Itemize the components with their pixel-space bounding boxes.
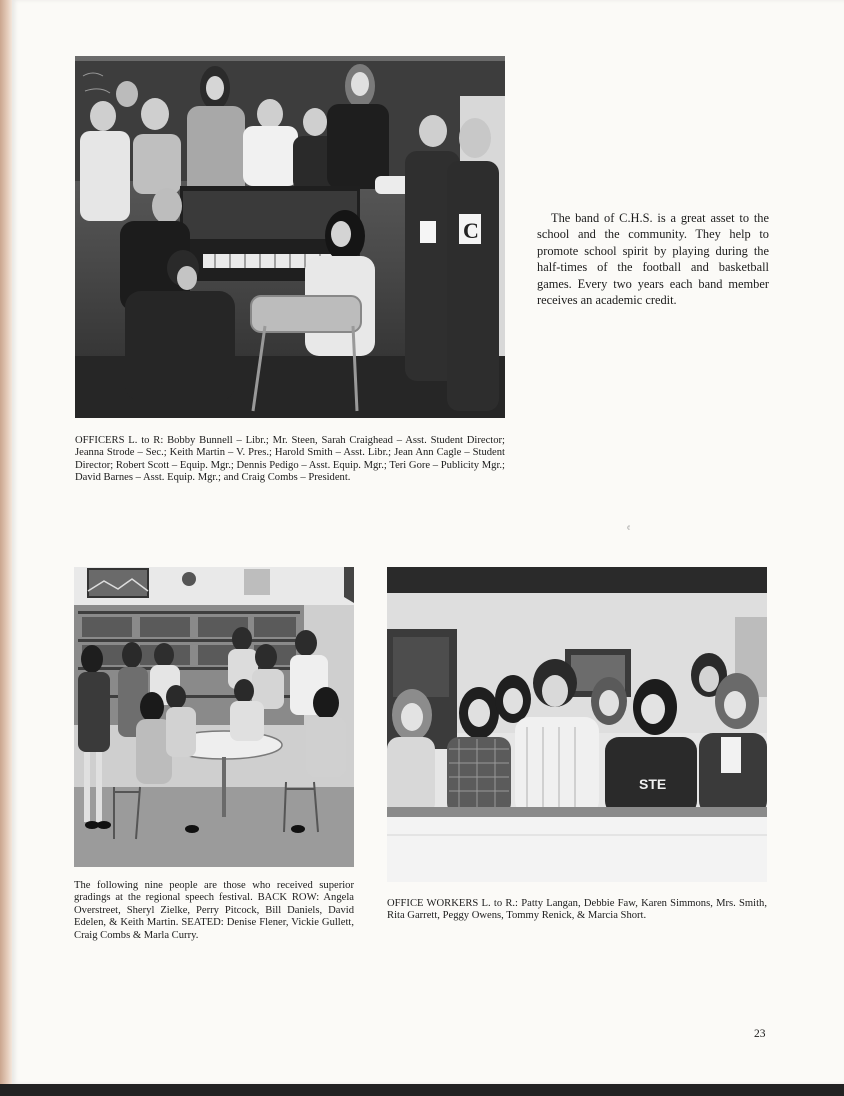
scan-speck: ¢ bbox=[627, 524, 631, 532]
band-description-paragraph: The band of C.H.S. is a great asset to the school and the community. They help to promote school spirit by playing during the half-times of the football and basketball games. Every two years each band member receives an academic credit. bbox=[537, 211, 769, 308]
jacket-letter: C bbox=[463, 218, 479, 243]
band-officers-photo bbox=[75, 56, 505, 418]
page-number: 23 bbox=[754, 1028, 766, 1040]
speech-festival-photo bbox=[74, 567, 354, 867]
band-officers-caption: OFFICERS L. to R: Bobby Bunnell – Libr.; Mr. Steen, Sarah Craighead – Asst. Student Director; Jeanna Strode – Sec.; Keith Martin – V. Pres.; Harold Smith – Asst. Libr.; Jean Ann Cagle – Student Director; Robert Scott – Equip. Mgr.; Dennis Pedigo – Asst. Equip. Mgr.; Teri Gore – Publicity Mgr.; David Barnes – Asst. Equip. Mgr.; and Craig Combs – President. bbox=[75, 435, 505, 484]
office-workers-caption: OFFICE WORKERS L. to R.: Patty Langan, Debbie Faw, Karen Simmons, Mrs. Smith, Rita Garrett, Peggy Owens, Tommy Renick, & Marcia Short. bbox=[387, 898, 767, 922]
office-workers-photo bbox=[387, 567, 767, 882]
speech-festival-caption: The following nine people are those who received superior gradings at the regional speech festival. BACK ROW: Angela Overstreet, Sheryl Zielke, Perry Pitcock, Bill Daniels, David Edelen, & Keith Martin. SEATED: Denise Flener, Vickie Gullett, Craig Combs & Marla Curry. bbox=[74, 880, 354, 941]
page-binding-edge bbox=[0, 0, 12, 1084]
shirt-lettering: STE bbox=[639, 776, 667, 792]
scan-bottom-edge bbox=[0, 1084, 844, 1096]
